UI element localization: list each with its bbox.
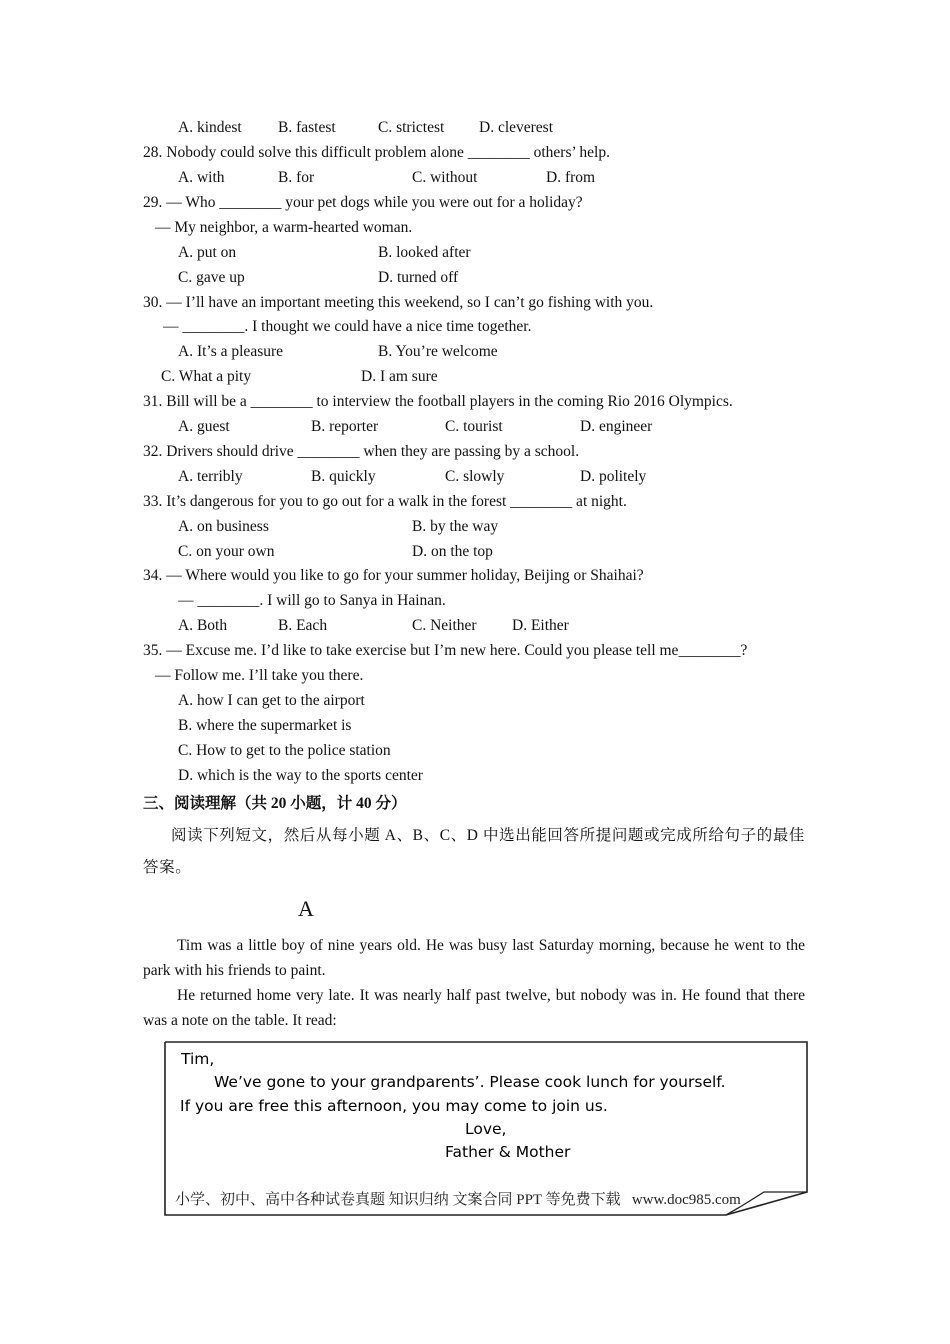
passage-a-title: A bbox=[298, 896, 314, 921]
q31-option-d: D. engineer bbox=[580, 418, 653, 435]
q35-option-c: C. How to get to the police station bbox=[178, 742, 391, 759]
footer-watermark: 小学、初中、高中各种试卷真题 知识归纳 文案合同 PPT 等免费下载 www.doc985.com bbox=[175, 1192, 741, 1208]
q33-stem: 33. It’s dangerous for you to go out for a walk in the forest ________ at night. bbox=[143, 493, 627, 510]
q35-option-b: B. where the supermarket is bbox=[178, 717, 352, 734]
q29-stem: 29. — Who ________ your pet dogs while you were out for a holiday? bbox=[143, 194, 583, 211]
q34-option-a: A. Both bbox=[178, 617, 228, 634]
q29-option-d: D. turned off bbox=[378, 269, 459, 286]
q30-option-c: C. What a pity bbox=[161, 368, 252, 385]
q27-option-c: C. strictest bbox=[378, 119, 445, 136]
q35-reply: — Follow me. I’ll take you there. bbox=[155, 667, 364, 684]
q33-option-d: D. on the top bbox=[412, 543, 493, 560]
q34-reply: — ________. I will go to Sanya in Hainan. bbox=[178, 592, 446, 609]
q30-option-a: A. It’s a pleasure bbox=[178, 343, 284, 360]
q33-option-c: C. on your own bbox=[178, 543, 275, 560]
q34-option-d: D. Either bbox=[512, 617, 569, 634]
q31-stem: 31. Bill will be a ________ to interview the football players in the coming Rio 2016 Olympics. bbox=[143, 393, 733, 410]
note-line-1: We’ve gone to your grandparents’. Please cook lunch for yourself. bbox=[214, 1073, 726, 1091]
q30-option-d: D. I am sure bbox=[361, 368, 438, 385]
q31-option-c: C. tourist bbox=[445, 418, 503, 435]
q32-option-c: C. slowly bbox=[445, 468, 505, 485]
note-greeting: Tim, bbox=[181, 1050, 215, 1068]
q28-option-b: B. for bbox=[278, 169, 315, 186]
q34-option-b: B. Each bbox=[278, 617, 328, 634]
q32-stem: 32. Drivers should drive ________ when they are passing by a school. bbox=[143, 443, 580, 460]
q31-option-a: A. guest bbox=[178, 418, 230, 435]
q35-option-a: A. how I can get to the airport bbox=[178, 692, 365, 709]
passage-a-paragraph-1: Tim was a little boy of nine years old. He was busy last Saturday morning, because he went to the park with his friends to paint. bbox=[143, 937, 805, 979]
q27-option-b: B. fastest bbox=[278, 119, 336, 136]
q27-option-d: D. cleverest bbox=[479, 119, 554, 136]
q30-option-b: B. You’re welcome bbox=[378, 343, 498, 360]
q28-stem: 28. Nobody could solve this difficult problem alone ________ others’ help. bbox=[143, 144, 610, 161]
note-closing: Love, bbox=[465, 1120, 507, 1138]
note-card bbox=[164, 1041, 808, 1215]
note-line-2: If you are free this afternoon, you may come to join us. bbox=[180, 1097, 608, 1115]
q32-option-a: A. terribly bbox=[178, 468, 243, 485]
section-3-heading: 三、阅读理解（共 20 小题，计 40 分） bbox=[143, 795, 407, 812]
section-3-instruction: 阅读下列短文，然后从每小题 A、B、C、D 中选出能回答所提问题或完成所给句子的最佳答案。 bbox=[143, 827, 806, 876]
q33-option-b: B. by the way bbox=[412, 518, 499, 535]
q30-reply: — ________. I thought we could have a nice time together. bbox=[163, 318, 532, 335]
q29-reply: — My neighbor, a warm-hearted woman. bbox=[155, 219, 413, 236]
q35-option-d: D. which is the way to the sports center bbox=[178, 767, 423, 784]
q27-option-a: A. kindest bbox=[178, 119, 242, 136]
q32-option-d: D. politely bbox=[580, 468, 647, 485]
q31-option-b: B. reporter bbox=[311, 418, 379, 435]
q29-option-b: B. looked after bbox=[378, 244, 471, 261]
q34-option-c: C. Neither bbox=[412, 617, 477, 634]
q32-option-b: B. quickly bbox=[311, 468, 376, 485]
q28-option-c: C. without bbox=[412, 169, 478, 186]
q34-stem: 34. — Where would you like to go for your summer holiday, Beijing or Shaihai? bbox=[143, 567, 644, 584]
q28-option-a: A. with bbox=[178, 169, 225, 186]
q30-stem: 30. — I’ll have an important meeting this weekend, so I can’t go fishing with you. bbox=[143, 294, 654, 311]
note-signature: Father & Mother bbox=[445, 1143, 571, 1161]
q33-option-a: A. on business bbox=[178, 518, 269, 535]
q35-stem: 35. — Excuse me. I’d like to take exercise but I’m new here. Could you please tell me________? bbox=[143, 642, 748, 659]
q28-option-d: D. from bbox=[546, 169, 596, 186]
q29-option-a: A. put on bbox=[178, 244, 237, 261]
q29-option-c: C. gave up bbox=[178, 269, 245, 286]
passage-a-paragraph-2: He returned home very late. It was nearly half past twelve, but nobody was in. He found that there was a note on the table. It read: bbox=[143, 987, 805, 1029]
